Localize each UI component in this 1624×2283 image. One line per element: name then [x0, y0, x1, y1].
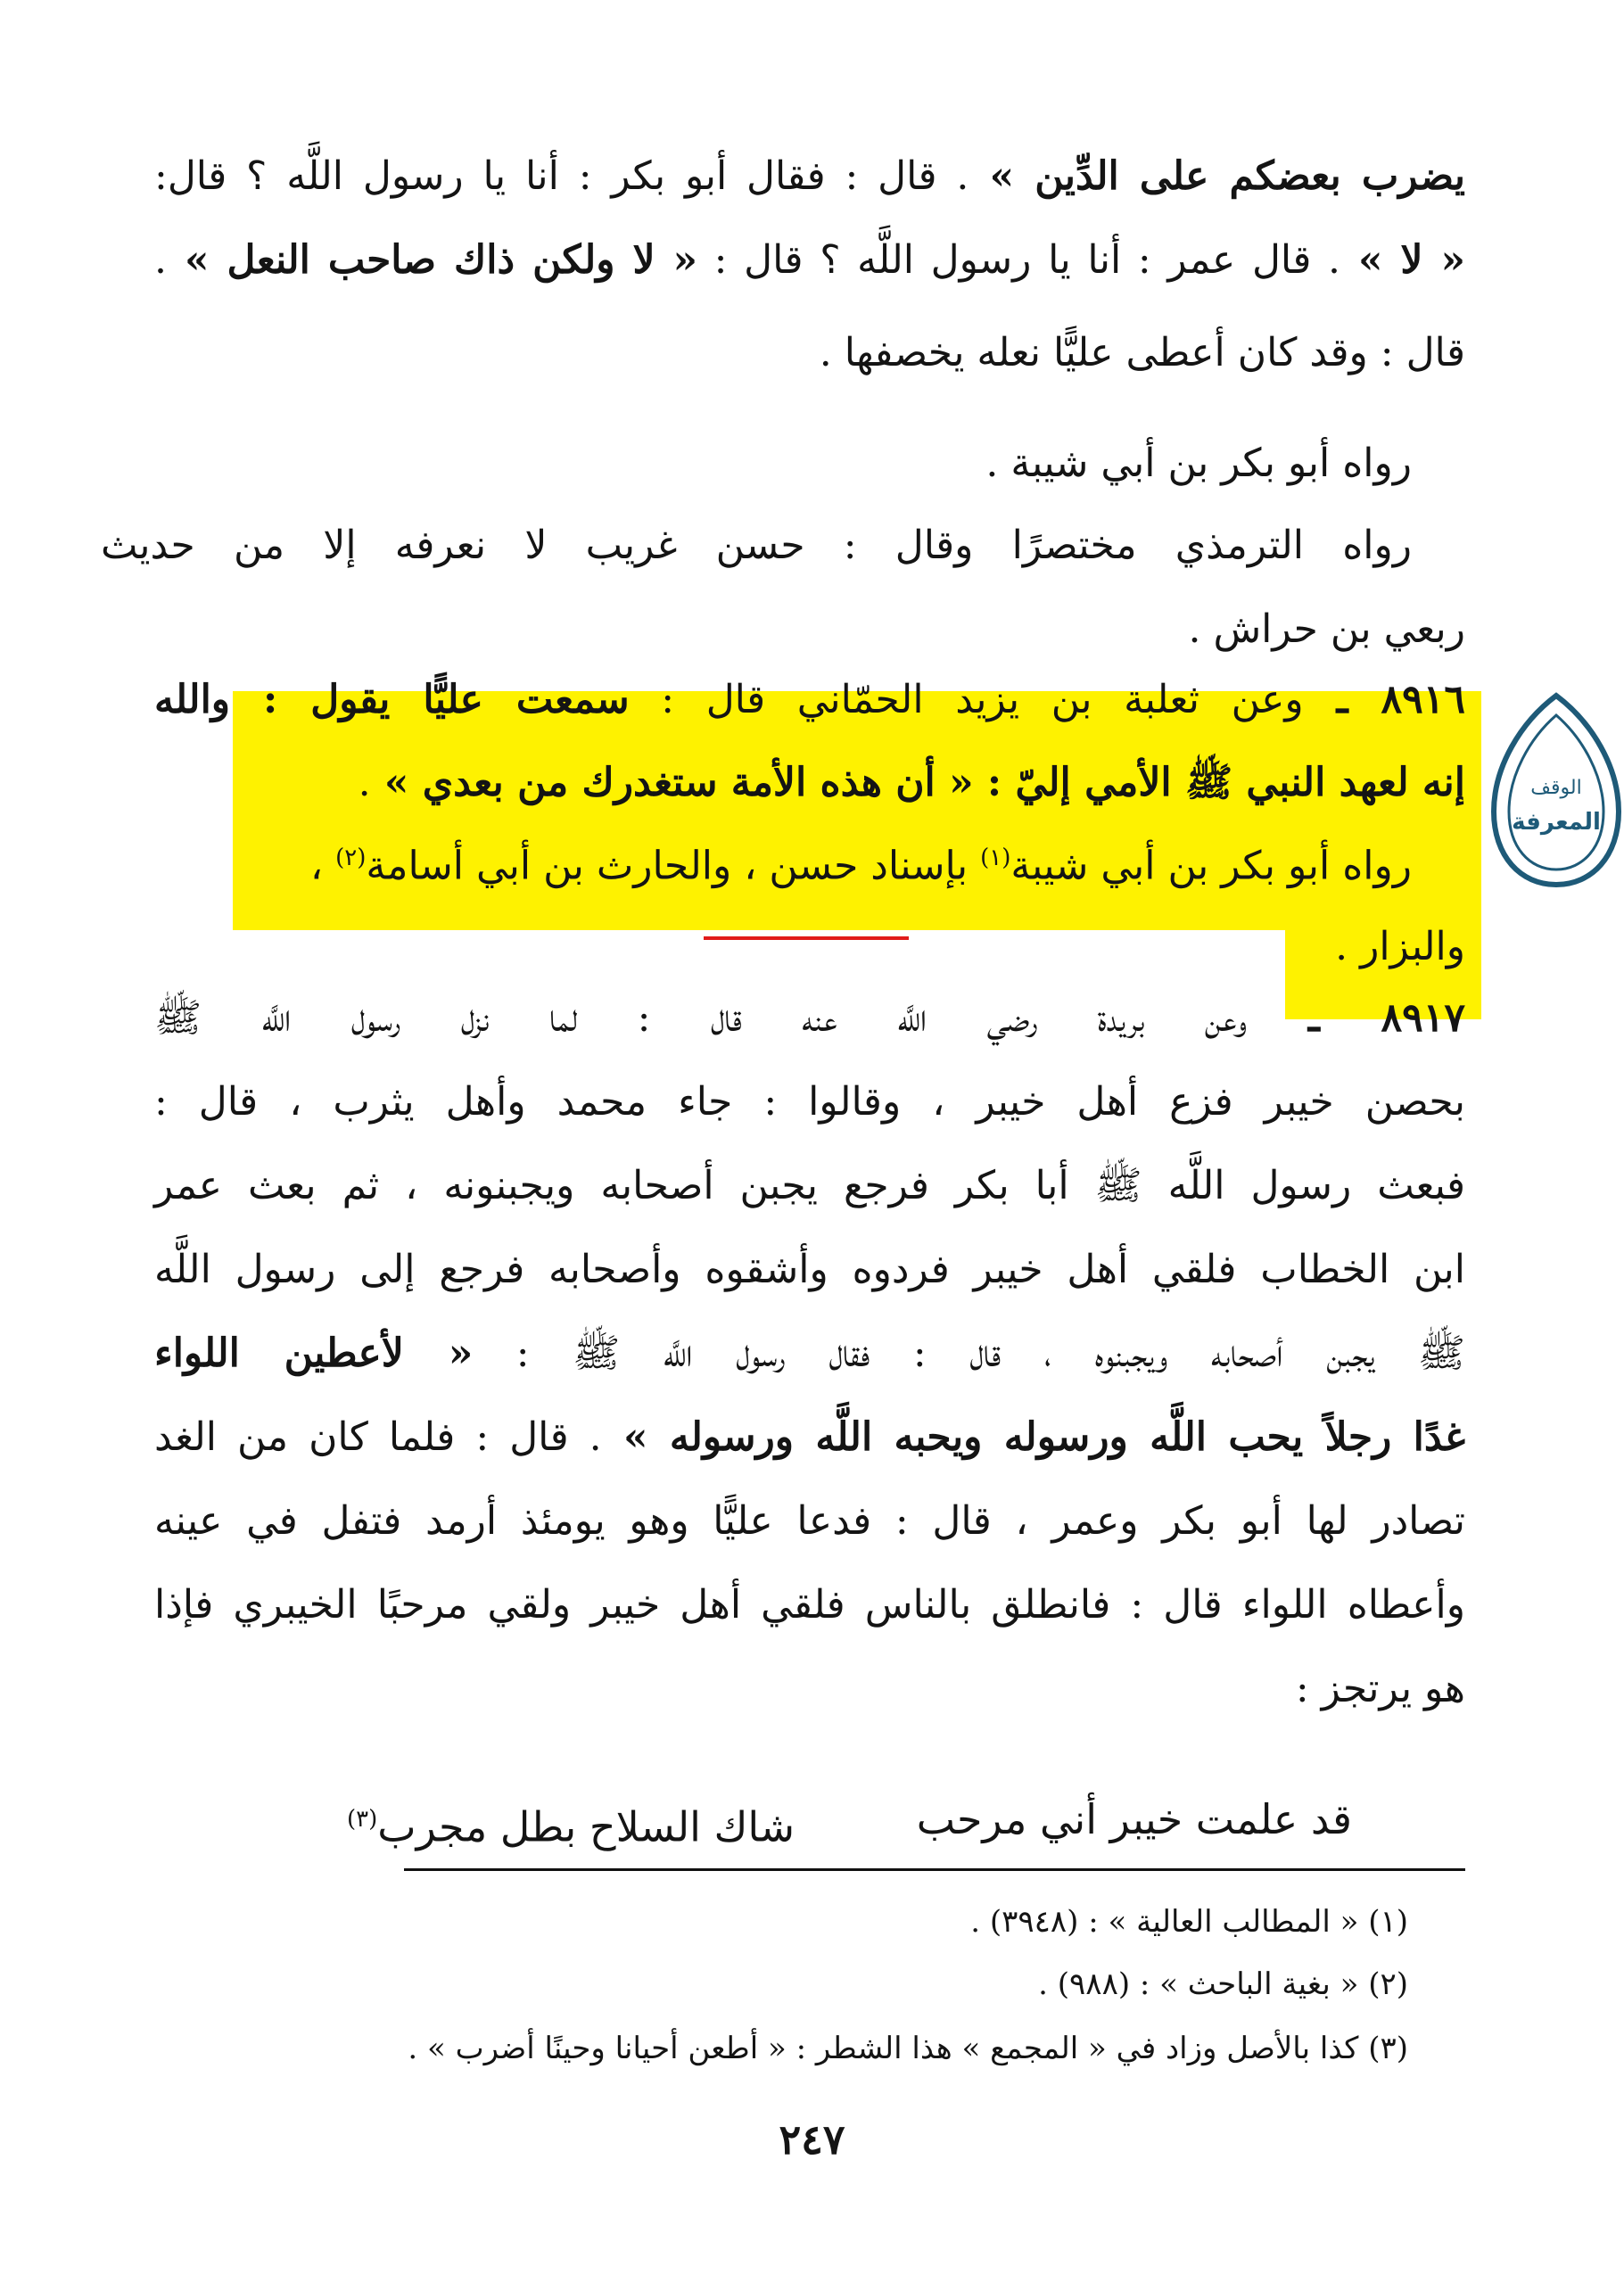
text-segment: تصادر لها أبو بكر وعمر ، قال : فدعا عليًّا وهو يومئذ أرمد فتفل في عينه: [154, 1498, 1465, 1544]
text-segment: رواه الترمذي مختصرًا وقال : حسن غريب لا نعرفه إلا من حديث: [101, 523, 1412, 568]
text-segment: غدًا رجلاً يحب اللَّه ورسوله ويحبه اللَّه ورسوله »: [601, 1414, 1465, 1460]
text-line-14: [154, 1225, 1465, 1315]
text-segment: ،: [309, 843, 336, 889]
text-line-4: [101, 419, 1465, 508]
text-segment: ربعي بن حراش .: [1188, 606, 1465, 652]
text-line-19: [154, 1644, 1465, 1734]
svg-text:المعرفة: المعرفة: [1512, 809, 1601, 836]
text-line-5: [101, 501, 1465, 590]
text-line-9: [101, 813, 1465, 911]
text-segment: وعن ثعلبة بن يزيد الحمّاني قال :: [629, 677, 1304, 722]
footnote-ref: (٢): [335, 845, 367, 871]
text-segment: .: [358, 760, 371, 805]
footnote-1: (١) « المطالب العالية » : (٣٩٤٨) .: [970, 1904, 1408, 1940]
text-segment: سمعت عليًّا يقول : والله: [154, 677, 630, 722]
text-segment: إنه لعهد النبي ﷺ الأمي إليّ :: [973, 760, 1465, 805]
text-line-11: [154, 974, 1465, 1063]
verse-note-mark: (٣): [347, 1806, 378, 1833]
text-line-18: [154, 1561, 1465, 1650]
text-line-3: [154, 309, 1465, 398]
text-segment: . قال عمر : أنا يا رسول اللَّه ؟ قال :: [697, 237, 1340, 283]
text-line-13: [154, 1142, 1465, 1231]
text-line-2: [154, 216, 1465, 305]
text-segment: وأعطاه اللواء قال : فانطلق بالناس فلقي أهل خيبر ولقي مرحبًا الخيبري فإذا: [154, 1582, 1465, 1628]
text-segment: وعن بريدة رضي اللَّه عنه قال : لما نزل رسول اللَّه ﷺ: [154, 995, 1248, 1041]
text-segment: ﷺ يجبن أصحابه ويجبنوه ، قال : فقال رسول اللَّه ﷺ :: [473, 1331, 1465, 1376]
text-segment: قال : وقد كان أعطى عليًّا نعله يخصفها .: [819, 330, 1465, 375]
text-segment: يضرب بعضكم على الدِّين »: [969, 153, 1465, 199]
footnote-2: (٢) « بغية الباحث » : (٩٨٨) .: [1038, 1966, 1408, 2002]
text-segment: « لا ولكن ذاك صاحب النعل »: [167, 237, 698, 283]
page-number: ٢٤٧: [779, 2115, 845, 2163]
text-segment: هو يرتجز :: [1295, 1666, 1465, 1711]
publisher-logo-icon: [1485, 687, 1624, 892]
footnote-separator: [404, 1868, 1465, 1871]
text-line-16: [154, 1393, 1465, 1482]
verse-second-text: شاك السلاح بطل مجرب: [377, 1802, 795, 1851]
footnote-3: (٣) كذا بالأصل وزاد في « المجمع » هذا الشطر : « أطعن أحيانا وحينًا أضرب » .: [408, 2031, 1408, 2066]
text-segment: ابن الخطاب فلقي أهل خيبر فردوه وأشقوه وأصحابه فرجع إلى رسول اللَّه: [154, 1247, 1465, 1292]
text-segment: .: [154, 237, 167, 283]
text-line-12: [154, 1058, 1465, 1147]
text-segment: والبزار .: [1335, 924, 1465, 969]
text-segment: بإسناد حسن ، والحارث بن أبي أسامة: [366, 843, 981, 889]
text-segment: . قال : فقال أبو بكر : أنا يا رسول اللَّه ؟ قال:: [154, 153, 969, 199]
text-segment: « لا »: [1340, 237, 1465, 283]
text-segment: ٨٩١٦ ـ: [1303, 677, 1465, 722]
text-segment: « أن هذه الأمة ستغدرك من بعدي »: [370, 760, 974, 805]
text-line-17: [154, 1477, 1465, 1566]
text-segment: « لأعطين اللواء: [154, 1331, 474, 1376]
text-line-1: [154, 132, 1465, 221]
verse-first-hemistich: قد علمت خيبر أني مرحب: [916, 1795, 1352, 1843]
text-segment: ٨٩١٧ ـ: [1247, 995, 1465, 1041]
text-line-7: [154, 655, 1465, 745]
text-line-15: [154, 1309, 1465, 1398]
text-segment: بحصن خيبر فزع أهل خيبر ، وقالوا : جاء محمد وأهل يثرب ، قال :: [154, 1079, 1465, 1125]
text-segment: فبعث رسول اللَّه ﷺ أبا بكر فرجع يجبن أصحابه ويجبنونه ، ثم بعث عمر: [154, 1163, 1465, 1208]
text-segment: رواه أبو بكر بن أبي شيبة: [1010, 843, 1412, 889]
footnote-ref: (١): [980, 845, 1011, 871]
svg-text:الوقف: الوقف: [1530, 777, 1582, 799]
text-segment: . قال : فلما كان من الغد: [154, 1414, 602, 1460]
text-segment: رواه أبو بكر بن أبي شيبة .: [985, 441, 1412, 486]
verse-second-hemistich: [347, 1775, 795, 1871]
